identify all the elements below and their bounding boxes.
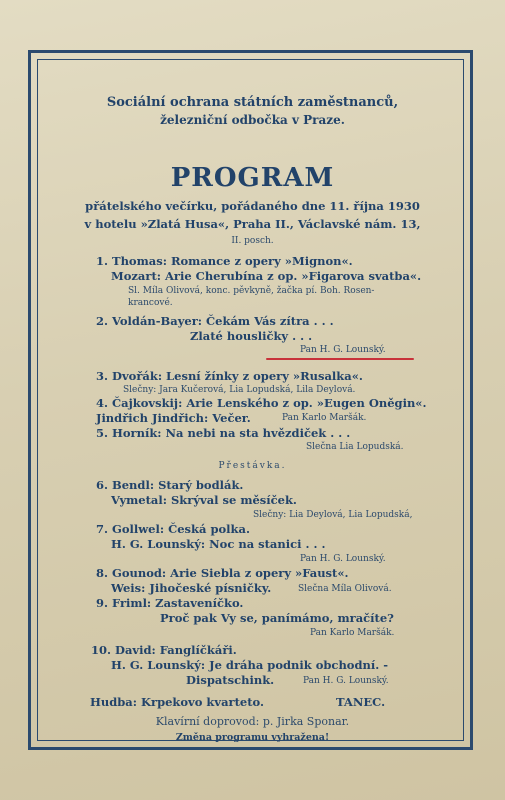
piano-credit: Klavírní doprovod: p. Jirka Sponar. — [155, 715, 350, 728]
program-item-3: 3. Dvořák: Lesní žínky z opery »Rusalka«. — [96, 369, 363, 383]
program-item-7a: 7. Gollwel: Česká polka. — [96, 522, 250, 536]
red-underline — [266, 358, 414, 360]
performer-1b: krancové. — [128, 298, 173, 308]
performer-1a: Sl. Míla Olivová, konc. pěvkyně, žačka pí. Boh. Rosen- — [128, 286, 375, 296]
performer-2: Pan H. G. Lounský. — [300, 345, 386, 355]
program-item-9b: Proč pak Vy se, panímámo, mračíte? — [160, 611, 394, 625]
program-item-1b: Mozart: Arie Cherubína z op. »Figarova svatba«. — [111, 269, 422, 283]
program-item-9a: 9. Friml: Zastaveníčko. — [96, 596, 244, 610]
program-item-5: 5. Horník: Na nebi na sta hvězdiček . . . — [96, 426, 351, 440]
performer-5: Slečna Lia Lopudská. — [306, 442, 404, 452]
program-item-4a: 4. Čajkovskij: Arie Lenského z op. »Eugen Oněgin«. — [96, 396, 427, 410]
performer-9: Pan Karlo Maršák. — [310, 628, 395, 638]
organization-branch: železniční odbočka v Praze. — [160, 113, 345, 127]
program-item-10c: Dispatschink. — [186, 673, 275, 687]
program-item-10b: H. G. Lounský: Je dráha podnik obchodní. - — [111, 658, 389, 672]
performer-4: Pan Karlo Maršák. — [282, 413, 367, 423]
page-title: PROGRAM — [170, 163, 335, 193]
program-item-7b: H. G. Lounský: Noc na stanici . . . — [111, 537, 326, 551]
program-item-6b: Vymetal: Skrýval se měsíček. — [111, 493, 297, 507]
music-credit: Hudba: Krpekovo kvarteto. — [90, 695, 264, 709]
event-floor: II. posch. — [231, 236, 274, 246]
program-item-8b: Weis: Jihočeské písničky. — [111, 581, 272, 595]
program-change-note: Změna programu vyhražena! — [175, 732, 330, 743]
event-venue: v hotelu »Zlatá Husa«, Praha II., Václavské nám. 13, — [84, 217, 421, 231]
event-description: přátelského večírku, pořádaného dne 11. října 1930 — [85, 199, 420, 213]
program-item-2b: Zlaté housličky . . . — [190, 329, 313, 343]
performer-3: Slečny: Jara Kučerová, Lia Lopudská, Lila Deylová. — [123, 385, 356, 395]
organization-name: Sociální ochrana státních zaměstnanců, — [106, 95, 399, 110]
program-item-8a: 8. Gounod: Arie Siebla z opery »Faust«. — [96, 566, 349, 580]
intermission-label: Přestávka. — [218, 461, 287, 471]
dance-label: TANEC. — [336, 695, 386, 709]
program-item-4b: Jindřich Jindřich: Večer. — [96, 411, 251, 425]
performer-6: Slečny: Lia Deylová, Lia Lopudská, — [253, 510, 413, 520]
program-item-10a: 10. David: Fanglíčkáři. — [91, 643, 237, 657]
performer-10: Pan H. G. Lounský. — [303, 676, 389, 686]
program-item-2a: 2. Voldán-Bayer: Čekám Vás zítra . . . — [96, 314, 334, 328]
program-item-1a: 1. Thomas: Romance z opery »Mignon«. — [96, 254, 353, 268]
performer-8: Slečna Míla Olivová. — [298, 584, 392, 594]
performer-7: Pan H. G. Lounský. — [300, 554, 386, 564]
program-item-6a: 6. Bendl: Starý bodlák. — [96, 478, 244, 492]
